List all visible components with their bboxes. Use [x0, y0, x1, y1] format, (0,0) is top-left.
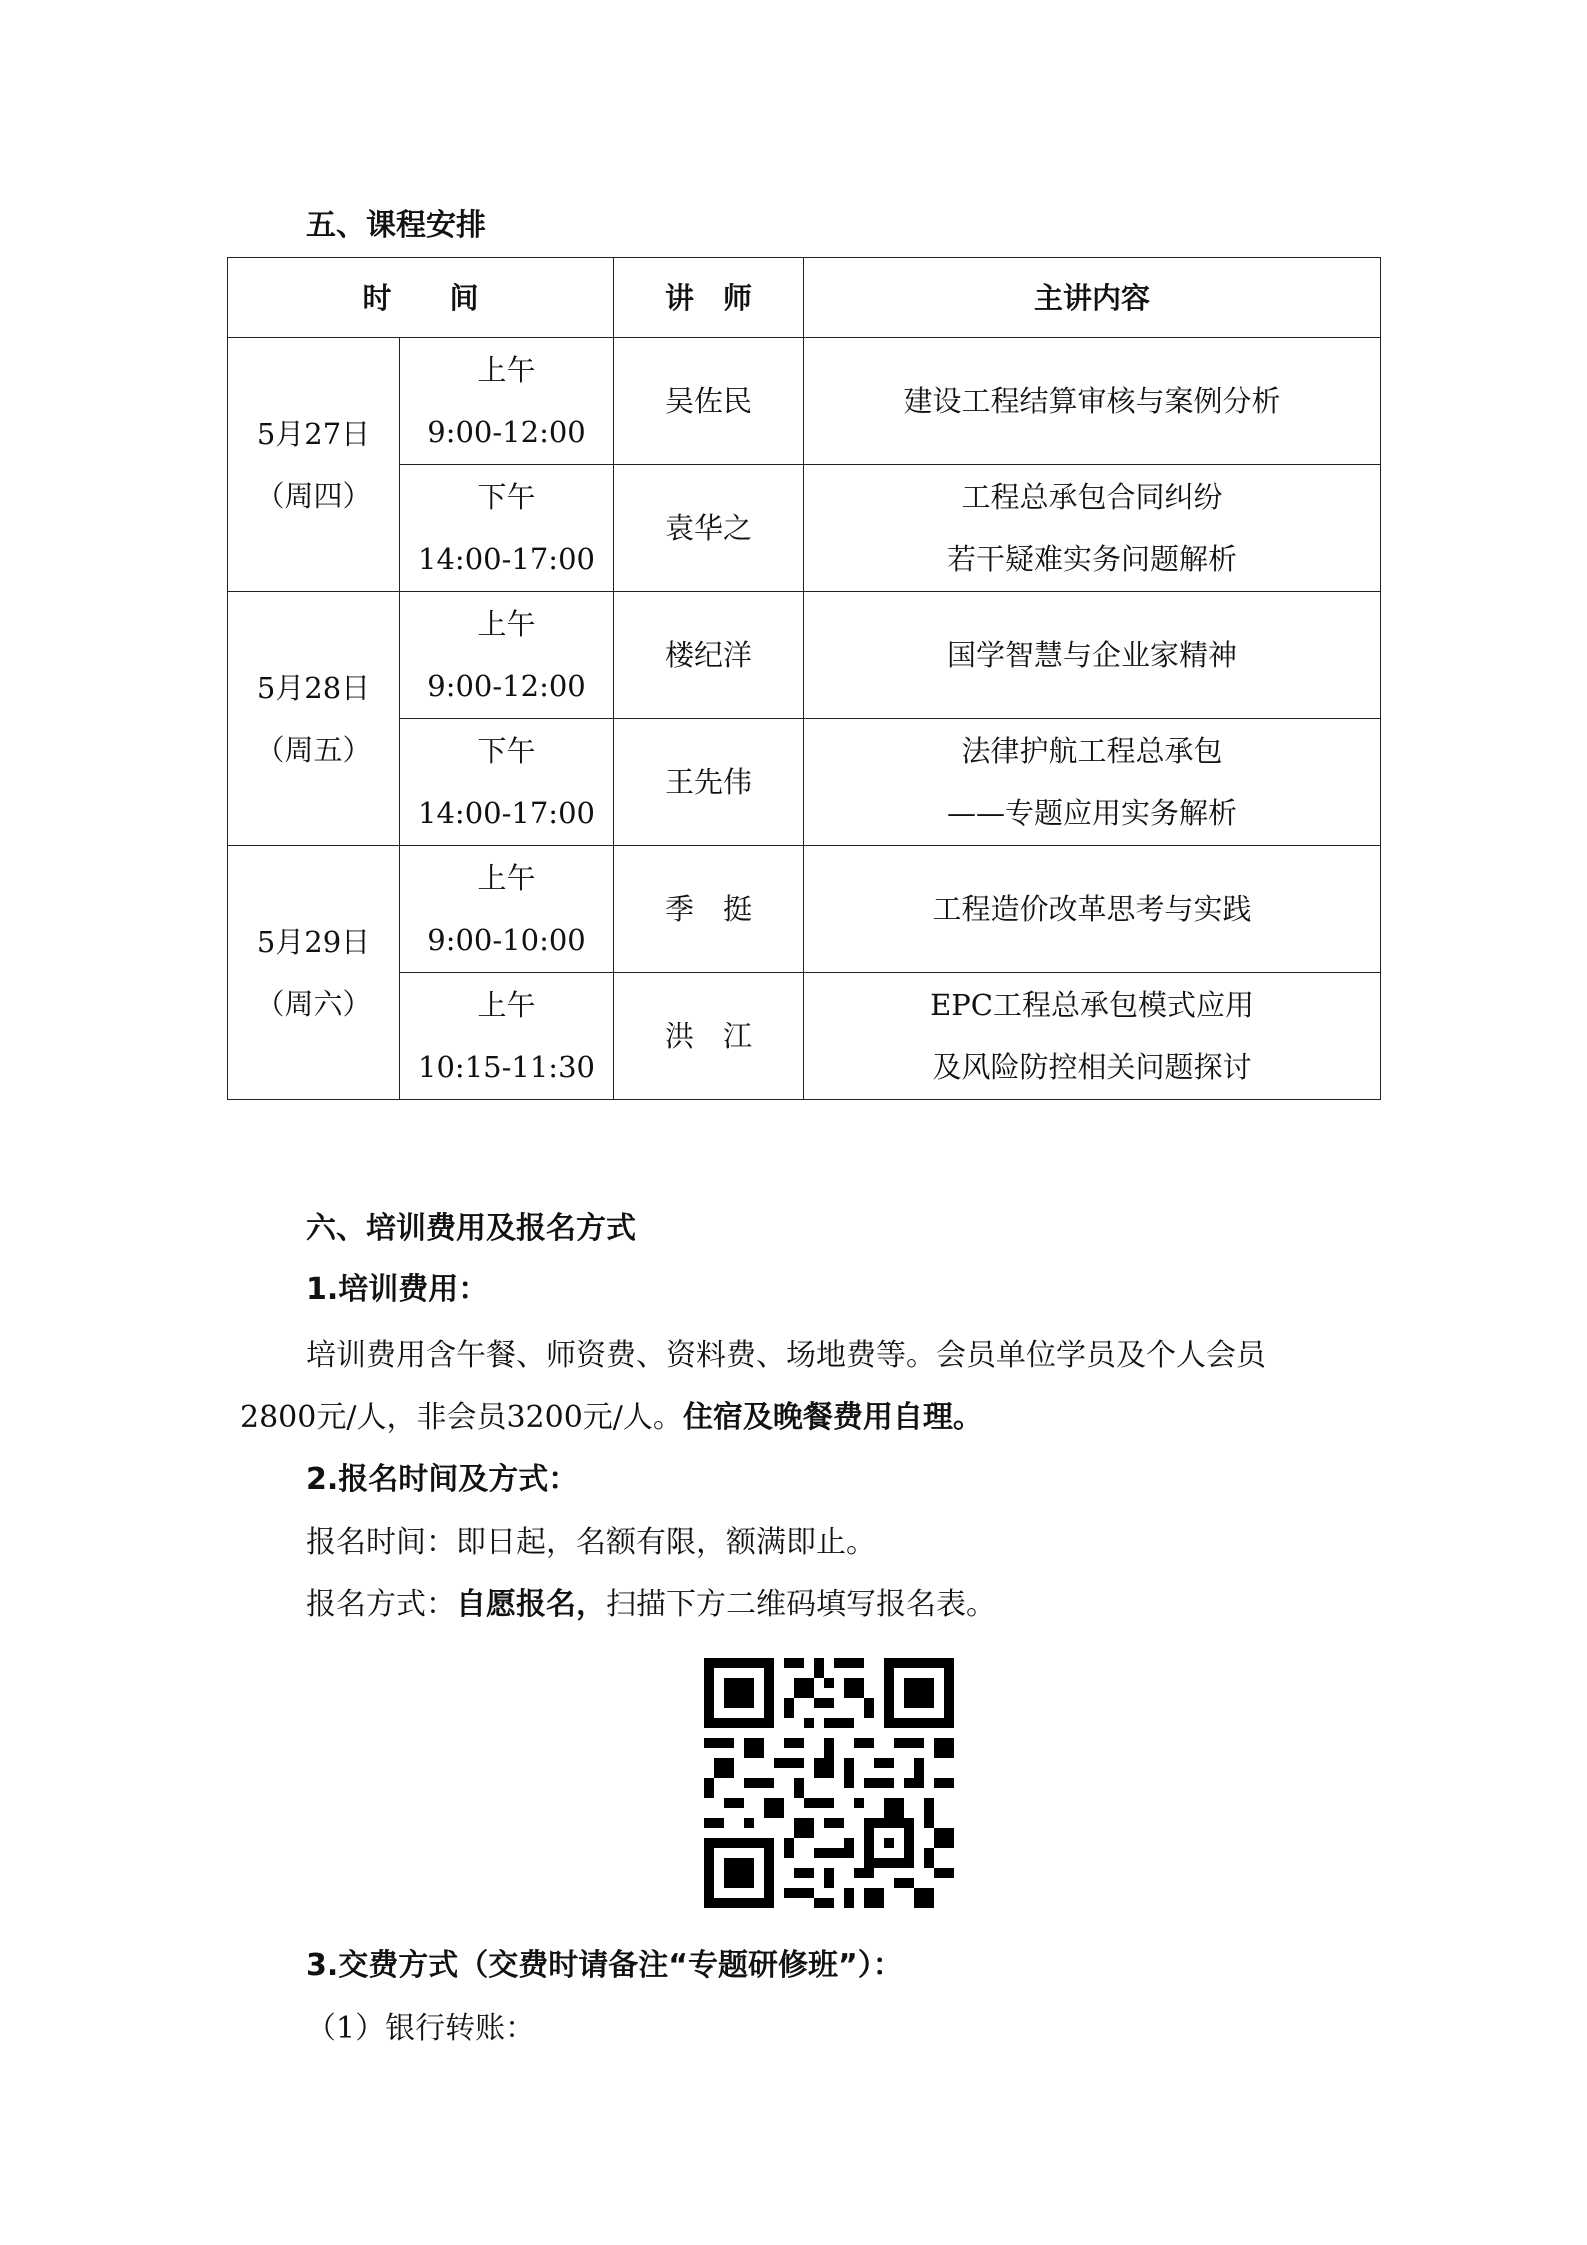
lecturer-cell: 吴佐民: [614, 338, 804, 465]
date-cell: [228, 846, 400, 1100]
table-row: [228, 465, 1381, 592]
weekday: （周四）: [255, 478, 372, 513]
time-cell: [400, 846, 614, 973]
fee-note: 住宿及晚餐费用自理。: [682, 1400, 983, 1435]
signup-method: [306, 1585, 996, 1625]
signup-method-bold: 自愿报名，: [456, 1587, 606, 1622]
content-cell: [804, 973, 1381, 1100]
time-range: 9:00-12:00: [427, 415, 586, 449]
lecturer-cell: 楼纪洋: [614, 592, 804, 719]
lecturer-cell: 袁华之: [614, 465, 804, 592]
date-cell: [228, 592, 400, 846]
section6-title: 六、培训费用及报名方式: [306, 1211, 636, 1246]
content-line: 及风险防控相关问题探讨: [932, 1050, 1252, 1084]
section5-title: 五、课程安排: [306, 208, 486, 243]
period: 上午: [477, 353, 536, 387]
bank-transfer: （1）银行转账：: [306, 2011, 536, 2046]
content-line: 国学智慧与企业家精神: [947, 638, 1238, 672]
period: 下午: [477, 480, 536, 514]
table-row: [228, 719, 1381, 846]
fee-heading: 1.培训费用：: [306, 1272, 489, 1307]
time-cell: [400, 719, 614, 846]
time-range: 14:00-17:00: [418, 542, 595, 576]
time-range: 10:15-11:30: [418, 1050, 595, 1084]
content-line: 工程造价改革思考与实践: [932, 892, 1252, 926]
fee-line-2: [240, 1398, 983, 1438]
lecturer-cell: 洪 江: [614, 973, 804, 1100]
header-content: 主讲内容: [804, 258, 1381, 338]
payment-heading: 3.交费方式（交费时请备注“专题研修班”）：: [306, 1948, 903, 1983]
period: 上午: [477, 607, 536, 641]
header-lecturer: 讲 师: [614, 258, 804, 338]
table-row: [228, 338, 1381, 465]
lecturer-cell: 季 挺: [614, 846, 804, 973]
content-cell: [804, 846, 1381, 973]
date: 5月27日: [256, 416, 371, 451]
table-row: [228, 592, 1381, 719]
content-line: 建设工程结算审核与案例分析: [903, 384, 1281, 418]
signup-time: 报名时间：即日起，名额有限，额满即止。: [306, 1525, 876, 1560]
fee-amounts: 2800元/人，非会员3200元/人。: [240, 1400, 683, 1435]
time-range: 9:00-12:00: [427, 669, 586, 703]
time-range: 14:00-17:00: [418, 796, 595, 830]
date: 5月29日: [256, 924, 371, 959]
content-cell: [804, 465, 1381, 592]
period: 上午: [477, 861, 536, 895]
content-line: ——专题应用实务解析: [947, 796, 1238, 830]
time-cell: [400, 592, 614, 719]
signup-method-rest: 扫描下方二维码填写报名表。: [606, 1587, 996, 1622]
lecturer-cell: 王先伟: [614, 719, 804, 846]
content-line: 若干疑难实务问题解析: [947, 542, 1238, 576]
period: 下午: [477, 734, 536, 768]
time-cell: [400, 465, 614, 592]
qr-code-icon[interactable]: [704, 1658, 954, 1908]
fee-line-1: 培训费用含午餐、师资费、资料费、场地费等。会员单位学员及个人会员: [306, 1338, 1266, 1373]
signup-heading: 2.报名时间及方式：: [306, 1462, 579, 1497]
date: 5月28日: [256, 670, 371, 705]
content-line: 法律护航工程总承包: [961, 734, 1223, 768]
weekday: （周五）: [255, 732, 372, 767]
period: 上午: [477, 988, 536, 1022]
time-cell: [400, 338, 614, 465]
content-cell: [804, 592, 1381, 719]
content-cell: [804, 719, 1381, 846]
header-time: 时 间: [228, 258, 614, 338]
weekday: （周六）: [255, 986, 372, 1021]
table-header-row: [228, 258, 1381, 338]
table-row: [228, 846, 1381, 973]
table-row: [228, 973, 1381, 1100]
content-line: EPC工程总承包模式应用: [930, 988, 1254, 1022]
schedule-table: [227, 257, 1381, 1100]
date-cell: [228, 338, 400, 592]
time-range: 9:00-10:00: [427, 923, 586, 957]
time-cell: [400, 973, 614, 1100]
signup-method-prefix: 报名方式：: [306, 1587, 456, 1622]
content-cell: [804, 338, 1381, 465]
content-line: 工程总承包合同纠纷: [961, 480, 1223, 514]
